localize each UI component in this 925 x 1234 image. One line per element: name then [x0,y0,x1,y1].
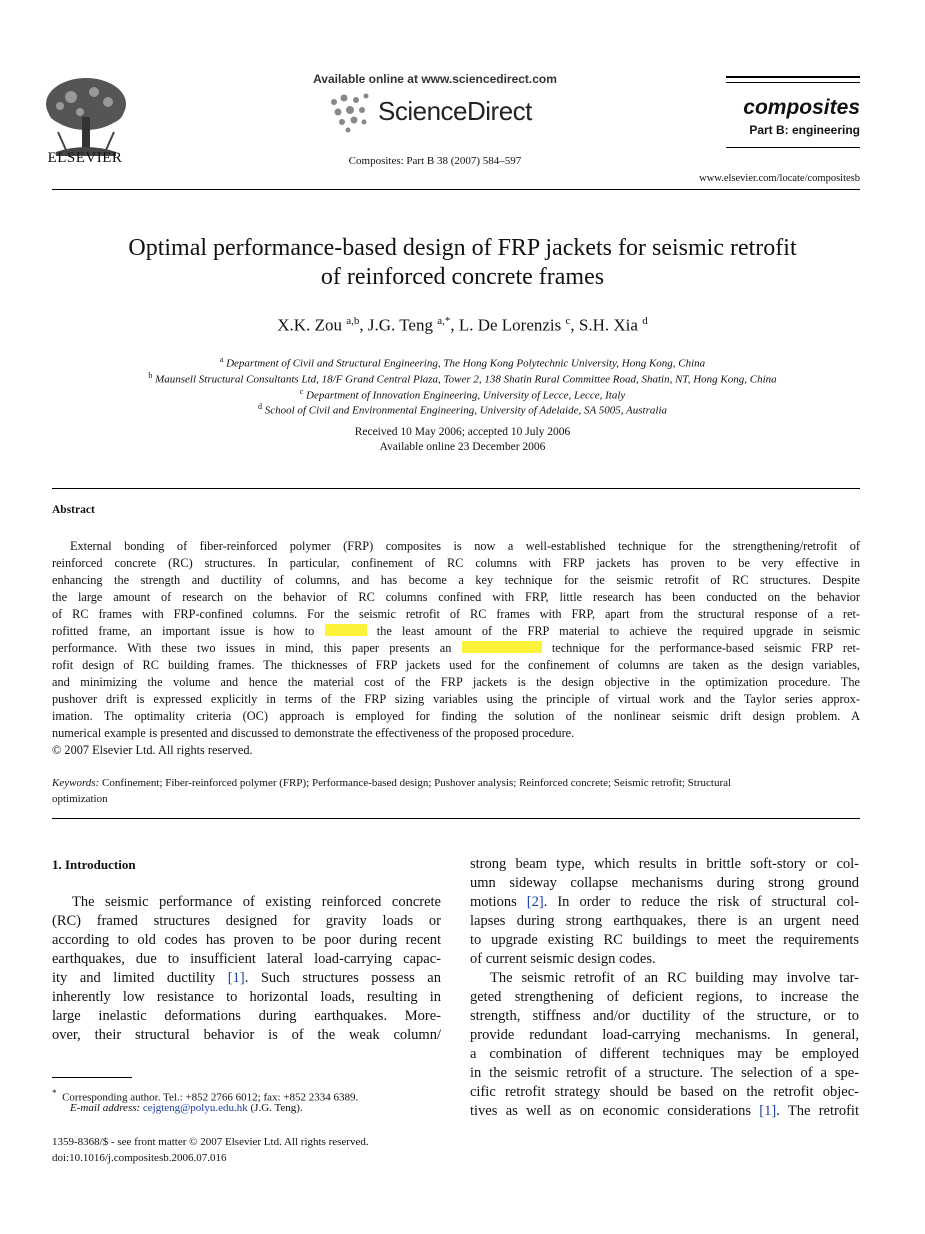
body-line: to upgrade existing RC buildings to meet the requirements [470,932,859,948]
section-heading: 1. Introduction [52,857,136,872]
affiliation-d [30,399,895,419]
email-link[interactable]: cejgteng@polyu.edu.hk [142,1102,248,1114]
body-text-segment: . In order to reduce the risk of structural col- [543,894,859,910]
abstract-text-segment: rofitted frame, an important issue is how to [52,624,315,638]
body-line: over, their structural behavior is of the weak column/ [52,1027,441,1043]
article-title [40,234,885,292]
highlight-mark [462,641,542,653]
body-text-segment: tives as well as on economic considerations [470,1103,760,1119]
abstract-line: External bonding of fiber-reinforced polymer (FRP) composites is now a well-established technique for the strengthening/retrofit of [70,539,860,553]
journal-logo-underline [726,147,860,148]
keywords-list: Confinement; Fiber-reinforced polymer (FRP); Performance-based design; Pushover analysis; Reinforced concrete; Seismic retrofit; Structural [99,777,732,789]
abstract-line: of RC frames with FRP-confined columns. For the seismic retrofit of RC frames with FRP, apart from the structural response of a ret- [52,607,860,621]
issn-line: 1359-8368/$ - see front matter © 2007 Elsevier Ltd. All rights reserved. [52,1136,369,1148]
title-line-1: Optimal performance-based design of FRP jackets for seismic retrofit [128,235,797,261]
abstract-text-segment: performance. With these two issues in mind, this paper presents an [52,641,452,655]
author-separator: , [359,315,368,335]
body-line [470,893,859,912]
affiliation-text: Department of Innovation Engineering, University of Lecce, Lecce, Italy [306,389,626,402]
sciencedirect-wordmark: ScienceDirect [378,96,532,126]
body-line: large inelastic deformations during earthquakes. More- [52,1008,441,1024]
citation-link[interactable]: [1] [759,1103,777,1119]
body-line: geted strengthening of deficient regions, to increase the [470,989,859,1005]
body-text-segment: ity and limited ductility [52,970,228,986]
body-line: umn sideway collapse mechanisms during strong ground [470,875,859,891]
author-name: L. De Lorenzis [458,315,566,335]
abstract-line-highlighted [52,640,860,656]
body-line: earthquakes, due to insufficient lateral load-carrying capac- [52,951,441,967]
body-line: in the seismic retrofit of a structure. The selection of a spe- [470,1065,859,1081]
body-line: The seismic retrofit of an RC building may involve tar- [490,970,859,986]
affiliation-mark: d [257,402,262,411]
abstract-text-segment: technique for the performance-based seismic FRP ret- [551,641,860,655]
body-line: cific retrofit strategy should be based on the retrofit objec- [470,1084,859,1100]
abstract-text-segment: the least amount of the FRP material to achieve the required upgrade in seismic [376,624,861,638]
abstract-copyright: © 2007 Elsevier Ltd. All rights reserved. [52,743,253,757]
footnote-rule [52,1077,132,1078]
author-list [40,315,885,336]
journal-reference: Composites: Part B 38 (2007) 584–597 [348,155,522,167]
email-label: E-mail address: [70,1102,141,1114]
author-affiliation-mark: c [565,315,571,327]
body-line: of current seismic design codes. [470,951,656,967]
abstract-line-highlighted [52,623,860,639]
body-text-segment: . The retrofit [776,1103,859,1119]
body-line: inherently low resistance to horizontal loads, resulting in [52,989,441,1005]
received-dates: Received 10 May 2006; accepted 10 July 2006 [354,426,571,438]
abstract-line: reinforced concrete (RC) structures. In particular, confinement of RC columns with FRP jackets has proven to be very effective in [52,556,860,570]
body-line: lapses during strong earthquakes, there is an urgent need [470,913,859,929]
author-affiliation-mark: a,b [346,315,360,327]
body-text-segment: . Such structures possess an [244,970,441,986]
author-affiliation-mark: d [642,315,648,327]
author-name: J.G. Teng [367,315,438,335]
abstract-line: numerical example is presented and discussed to demonstrate the effectiveness of the proposed procedure. [52,726,575,740]
body-line: a combination of different techniques may be employed [470,1046,859,1062]
journal-url[interactable]: www.elsevier.com/locate/compositesb [699,173,860,184]
available-online-text: Available online at www.sciencedirect.com [313,72,557,86]
journal-logo-subtitle: Part B: engineering [749,123,860,137]
abstract-heading: Abstract [52,504,95,516]
body-line: The seismic performance of existing reinforced concrete [72,894,441,910]
affiliation-mark: a [219,355,224,364]
footnote-text: Corresponding author. Tel.: +852 2766 6012; fax: +852 2334 6389. [62,1091,359,1104]
keywords [52,775,860,807]
journal-logo-rule-thin [726,82,860,83]
affiliation-text: School of Civil and Environmental Engineering, University of Adelaide, SA 5005, Australia [264,404,668,417]
keywords-list-cont: optimization [52,793,108,805]
email-tail: (J.G. Teng). [247,1102,303,1114]
author-separator: , [450,315,459,335]
author-separator: , [570,315,579,335]
citation-link[interactable]: [2] [526,894,544,910]
author-affiliation-mark: a,* [437,315,451,327]
highlight-mark [325,624,367,636]
author-name: X.K. Zou [277,315,347,335]
keywords-label: Keywords: [52,777,100,789]
title-line-2: of reinforced concrete frames [320,264,605,290]
body-line [470,1102,859,1121]
affiliation-text: Maunsell Structural Consultants Ltd, 18/F Grand Central Plaza, Tower 2, 138 Shatin Rural Committee Road, Shatin, NT, Hong Kong, China [155,373,777,386]
affiliation-mark: b [148,371,153,380]
body-text-segment: motions [470,894,527,910]
elsevier-wordmark: ELSEVIER [47,150,123,166]
abstract-line: the large amount of research on the behavior of RC columns confined with FRP, little research has been conducted on the behavior [52,590,860,604]
abstract-line: rofit design of RC building frames. The thicknesses of FRP jackets used for the confinement of columns are taken as the design variables, [52,658,860,672]
body-line [52,969,441,988]
author-name: S.H. Xia [578,315,643,335]
abstract-line: and minimizing the volume and hence the material cost of the FRP jackets is the design objective in the optimization procedure. The [52,675,860,689]
footnote-mark: * [52,1088,57,1098]
body-line: according to old codes has proven to be poor during recent [52,932,441,948]
body-line: strong beam type, which results in brittle soft-story or col- [470,856,859,872]
body-line: (RC) framed structures designed for gravity loads or [52,913,441,929]
body-line: provide redundant load-carrying mechanisms. In general, [470,1027,859,1043]
affiliation-text: Department of Civil and Structural Engineering, The Hong Kong Polytechnic University, Hong Kong, China [226,357,706,370]
abstract-bottom-rule [52,818,860,819]
available-date: Available online 23 December 2006 [379,441,546,453]
citation-link[interactable]: [1] [227,970,245,986]
affiliation-mark: c [299,387,304,396]
abstract-line: enhancing the strength and ductility of columns, and has become a key technique for the seismic retrofit of RC structures. Despite [52,573,860,587]
doi-line[interactable]: doi:10.1016/j.compositesb.2006.07.016 [52,1152,227,1164]
abstract-top-rule [52,488,860,489]
footnote-email [70,1101,470,1117]
header-divider [52,189,860,190]
journal-logo-rule [726,76,860,78]
abstract-line: imation. The optimality criteria (OC) approach is employed for finding the solution of the nonlinear seismic drift design problem. A [52,709,860,723]
body-line: strength, stiffness and/or ductility of the structure, or to [470,1008,859,1024]
journal-logo-title: composites [743,96,860,119]
abstract-line: pushover drift is expressed explicitly in terms of the FRP sizing variables using the principle of virtual work and the Taylor series approx- [52,692,860,706]
